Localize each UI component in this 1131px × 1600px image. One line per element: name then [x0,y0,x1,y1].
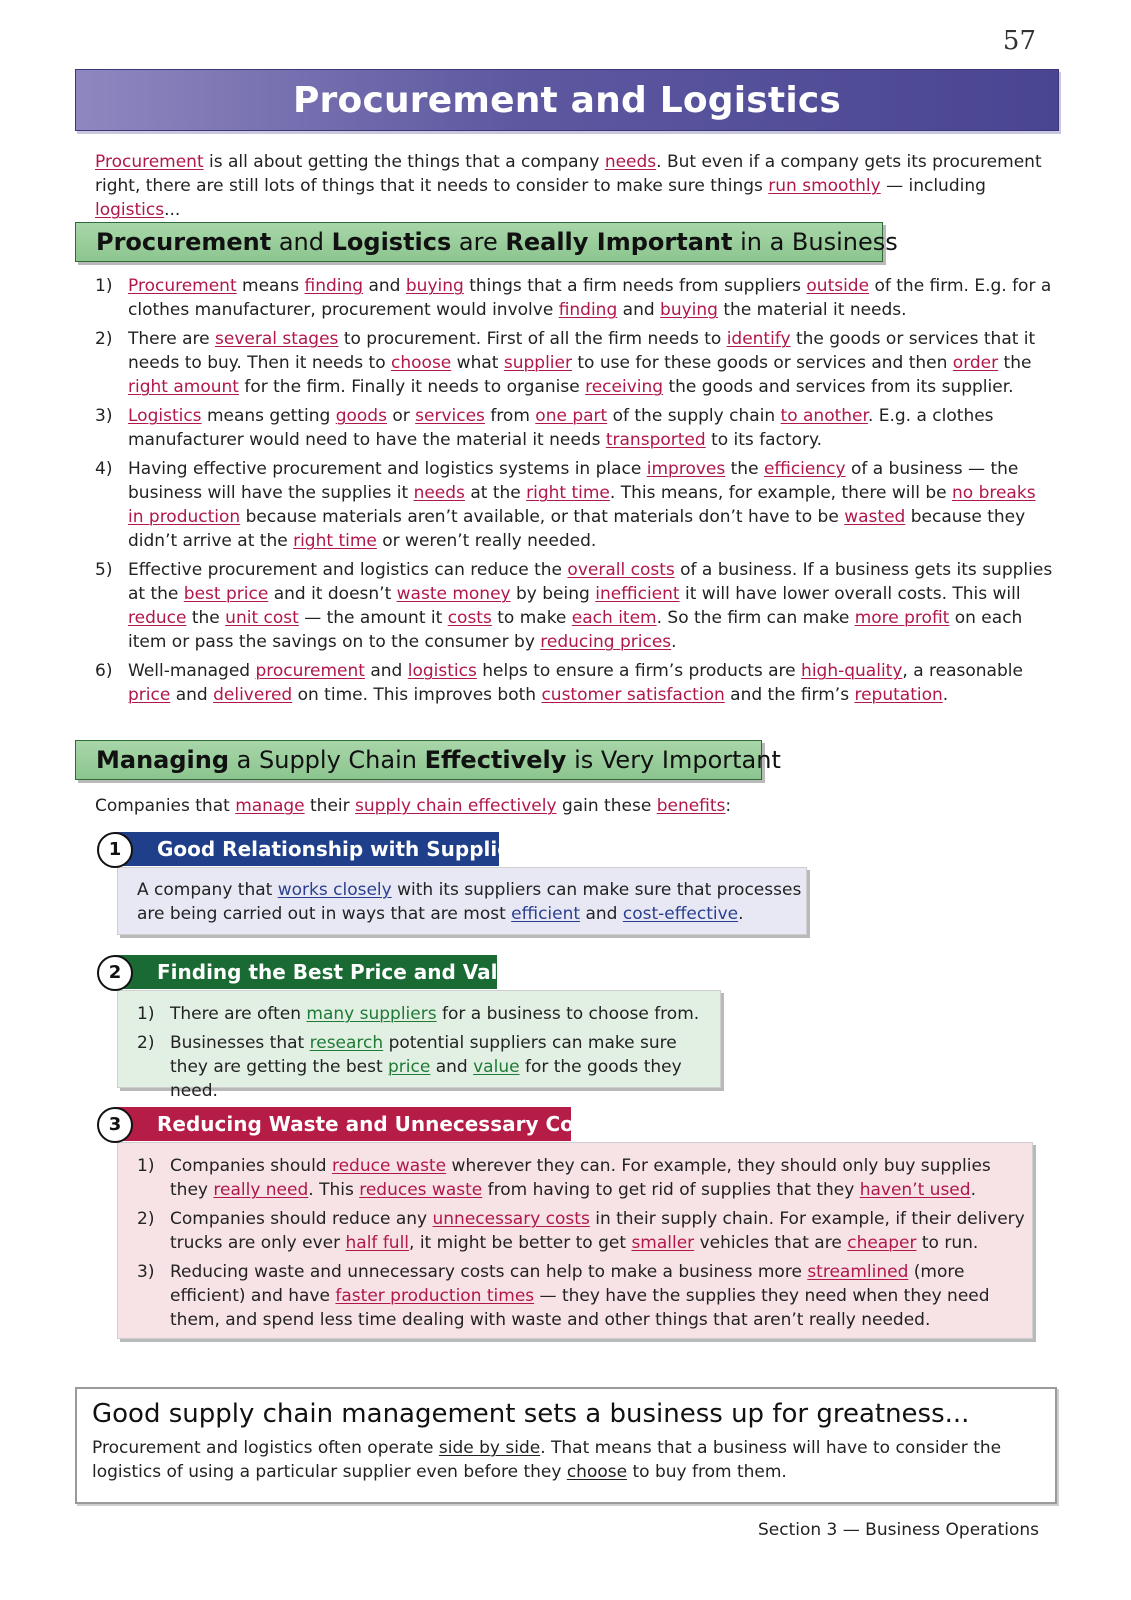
list-item-number: 3) [95,406,113,426]
keyword: finding [558,300,618,320]
keyword: reducing prices [540,632,672,652]
list-item: 1) Procurement means finding and buying things that a firm needs from suppliers outside of the firm. E.g. for a clothes manufacturer, procurement would involve finding and buying the material it needs. [95,276,1052,320]
keyword: reputation [854,685,943,705]
keyword: one part [535,406,608,426]
list-item-number: 1) [137,1004,155,1024]
keyword: efficient [511,904,581,924]
keyword: research [309,1033,384,1053]
list-item: 1) There are often many suppliers for a business to choose from. [137,1004,700,1024]
procurement-points-list [95,274,1055,712]
keyword: unit cost [225,608,299,628]
keyword: buying [660,300,718,320]
keyword: high-quality [801,661,903,681]
keyword: side by side [438,1438,541,1458]
section-heading-procurement-logistics: Procurement and Logistics are Really Important in a Business [75,222,883,262]
list-item-number: 2) [95,329,113,349]
keyword: choose [391,353,452,373]
footer-section-label: Section 3 — Business Operations [757,1520,1039,1540]
title-banner [75,69,1059,131]
keyword: wasted [844,507,906,527]
keyword: more profit [854,608,950,628]
keyword: reduce [128,608,187,628]
list-item: 5) Effective procurement and logistics can reduce the overall costs of a business. If a business gets its supplies at the best price and it doesn’t waste money by being inefficient it will have lower overall costs. This will reduce the unit cost — the amount it costs to make each item. So the firm can make more profit on each item or pass the savings on to the consumer by reducing prices. [95,560,1053,652]
keyword: choose [566,1462,628,1482]
keyword: cost-effective [622,904,739,924]
keyword: procurement [255,661,365,681]
keyword: Logistics [128,406,202,426]
keyword: benefits [656,796,726,816]
keyword: inefficient [595,584,680,604]
list-item-number: 2) [137,1033,155,1053]
page-number: 57 [1002,26,1036,56]
list-item: 3) Logistics means getting goods or services from one part of the supply chain to another. E.g. a clothes manufacturer would need to have the material it needs transported to its factory. [95,406,994,450]
keyword: really need [213,1180,309,1200]
keyword: needs [413,483,465,503]
benefit-1-header: Good Relationship with Suppliers [115,832,499,866]
summary-title: Good supply chain management sets a business up for greatness... [92,1399,970,1429]
keyword: manage [235,796,305,816]
keyword: outside [806,276,870,296]
keyword: right time [526,483,610,503]
keyword: buying [405,276,464,296]
keyword: logistics [95,200,165,220]
keyword: Procurement [128,276,237,296]
keyword: delivered [213,685,293,705]
keyword: goods [335,406,387,426]
keyword: price [128,685,171,705]
keyword: efficiency [763,459,846,479]
list-item: 2) There are several stages to procurement. First of all the firm needs to identify the goods or services that it needs to buy. Then it needs to choose what supplier to use for these goods or services and then order the right amount for the firm. Finally it needs to organise receiving the goods and services from its supplier. [95,329,1036,397]
benefit-3-header: Reducing Waste and Unnecessary Costs [115,1107,571,1141]
page-title: Procurement and Logistics [292,79,842,121]
keyword: customer satisfaction [541,685,725,705]
keyword: services [415,406,485,426]
keyword: overall costs [567,560,675,580]
list-item: 1) Companies should reduce waste wherever they can. For example, they should only buy supplies they really need. This reduces waste from having to get rid of supplies that they haven’t used. [137,1156,991,1200]
keyword: reduce waste [331,1156,447,1176]
benefit-2-number-badge: 2 [97,955,133,991]
keyword: unnecessary costs [432,1209,590,1229]
benefit-2-header: Finding the Best Price and Value [115,955,497,989]
list-item-number: 3) [137,1262,155,1282]
list-item-number: 1) [95,276,113,296]
benefit-1-text: A company that works closely with its suppliers can make sure that processes are being carried out in ways that are most efficient and cost-effective. [137,880,802,924]
keyword: no breaks in production [128,483,1036,527]
summary-text: Procurement and logistics often operate side by side. That means that a business will have to consider the logistics of using a particular supplier even before they choose to buy from them. [92,1438,1002,1482]
list-item-number: 4) [95,459,113,479]
keyword: costs [447,608,492,628]
keyword: transported [605,430,706,450]
intro-paragraph: Procurement is all about getting the things that a company needs. But even if a company gets its procurement right, there are still lots of things that it needs to consider to make sure things run smoothly — including logistics... [95,152,1042,220]
list-item-number: 6) [95,661,113,681]
keyword: supplier [503,353,572,373]
list-item: 6) Well-managed procurement and logistics helps to ensure a firm’s products are high-quality, a reasonable price and delivered on time. This improves both customer satisfaction and the firm’s reputation. [95,661,1023,705]
keyword: works closely [277,880,392,900]
keyword: faster production times [335,1286,535,1306]
keyword: identify [726,329,791,349]
keyword: to another [780,406,868,426]
supply-chain-intro: Companies that manage their supply chain effectively gain these benefits: [95,796,732,816]
keyword: order [952,353,999,373]
section-heading-supply-chain: Managing a Supply Chain Effectively is Very Important [75,740,762,780]
list-item-number: 2) [137,1209,155,1229]
list-item: 4) Having effective procurement and logistics systems in place improves the efficiency of a business — the business will have the supplies it needs at the right time. This means, for example, there will be no breaks in production because materials aren’t available, or that materials don’t have to be wasted because they didn’t arrive at the right time or weren’t really needed. [95,459,1036,551]
list-item: 2) Companies should reduce any unnecessary costs in their supply chain. For example, if their delivery trucks are only ever half full, it might be better to get smaller vehicles that are cheaper to run. [137,1209,1025,1253]
benefit-1-number-badge: 1 [97,832,133,868]
keyword: improves [646,459,726,479]
list-item-number: 5) [95,560,113,580]
benefit-2-list [137,1002,717,1108]
list-item: 3) Reducing waste and unnecessary costs can help to make a business more streamlined (more efficient) and have faster production times — they have the supplies they need when they need them, and spend less time dealing with waste and other things that aren’t really needed. [137,1262,990,1330]
keyword: waste money [396,584,511,604]
keyword: needs [604,152,657,172]
keyword: right amount [128,377,239,397]
keyword: supply chain effectively [355,796,557,816]
keyword: price [388,1057,431,1077]
keyword: half full [345,1233,410,1253]
keyword: each item [571,608,657,628]
keyword: logistics [407,661,477,681]
keyword: Procurement [95,152,204,172]
keyword: cheaper [847,1233,917,1253]
keyword: haven’t used [859,1180,971,1200]
keyword: many suppliers [306,1004,437,1024]
keyword: right time [293,531,377,551]
keyword: value [473,1057,520,1077]
keyword: reduces waste [359,1180,483,1200]
keyword: run smoothly [768,176,881,196]
keyword: finding [304,276,364,296]
keyword: several stages [215,329,339,349]
benefit-3-list [137,1154,1032,1337]
benefit-3-number-badge: 3 [97,1107,133,1143]
list-item: 2) Businesses that research potential suppliers can make sure they are getting the best price and value for the goods they need. [137,1033,682,1101]
keyword: smaller [631,1233,695,1253]
keyword: receiving [585,377,664,397]
keyword: best price [183,584,269,604]
keyword: streamlined [807,1262,909,1282]
list-item-number: 1) [137,1156,155,1176]
